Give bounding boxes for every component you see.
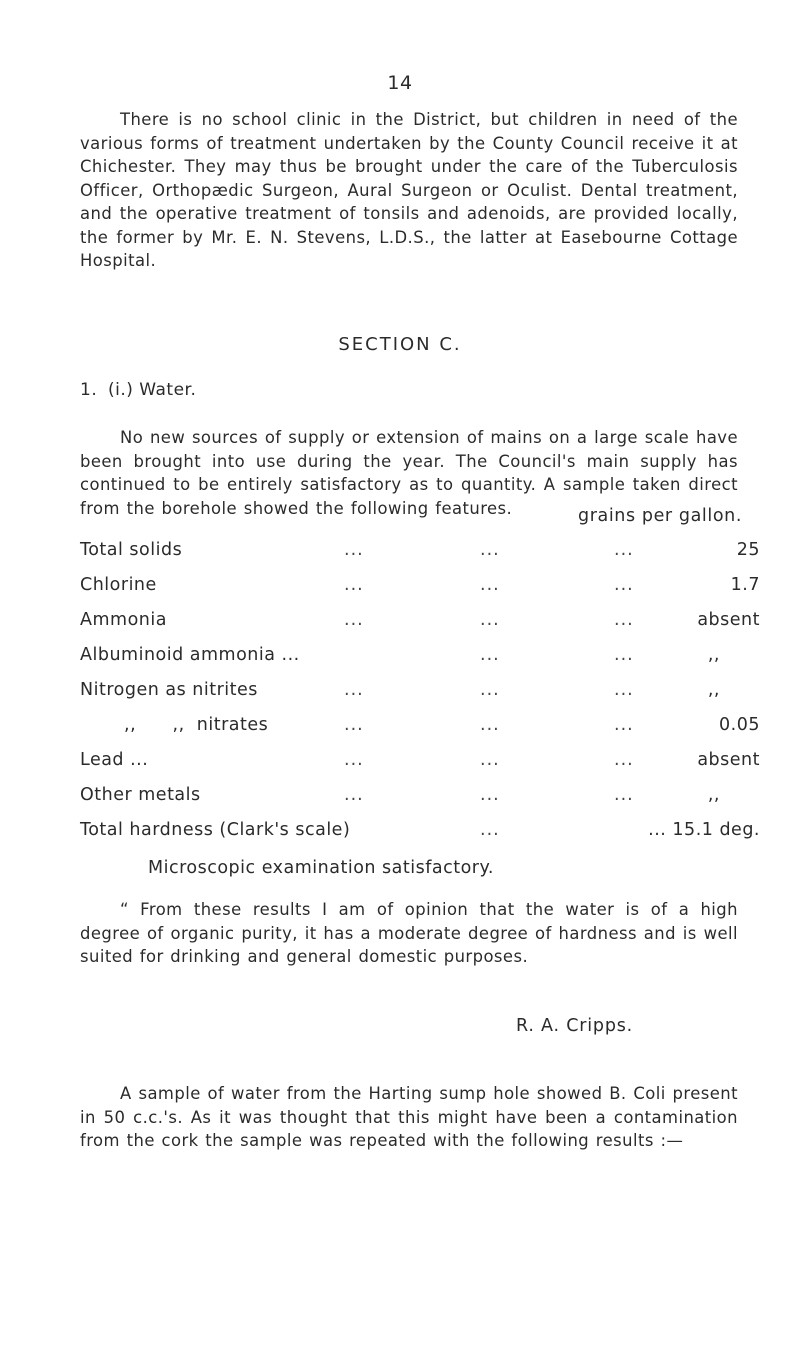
table-row	[80, 610, 760, 645]
table-row	[80, 785, 760, 820]
intro-paragraph: There is no school clinic in the District, but children in need of the various forms of treatment undertaken by the County Council receive it at Chichester. They may thus be brought under the care of the Tuberculosis Officer, Orthopædic Surgeon, Aural Surgeon or Oculist. Dental treatment, and the operative treatment of tonsils and adenoids, are provided locally, the former by Mr. E. N. Stevens, L.D.S., the latter at Easebourne Cottage Hospital.	[80, 110, 738, 270]
leader-dots: ...	[614, 610, 634, 630]
row-value: absent	[697, 750, 760, 770]
row-value: ,,	[707, 645, 720, 665]
analyst-signature: R. A. Cripps.	[516, 1016, 634, 1036]
leader-dots: ...	[614, 785, 634, 805]
table-row	[80, 575, 760, 610]
leader-dots: ...	[480, 750, 500, 770]
water-supply-paragraph: No new sources of supply or extension of mains on a large scale have been brought into use during the year. The Council's main supply has continued to be entirely satisfactory as to quantity. A sample taken direct from the borehole showed the following features.	[80, 428, 738, 518]
table-row	[80, 680, 760, 715]
table-row	[80, 540, 760, 575]
leader-dots: ...	[480, 540, 500, 560]
row-value: ... 15.1 deg.	[648, 820, 760, 840]
row-label: Other metals	[80, 785, 201, 805]
leader-dots: ...	[344, 540, 364, 560]
page-number: 14	[387, 72, 413, 94]
row-label: Total solids	[80, 540, 183, 560]
units-label: grains per gallon.	[578, 506, 743, 526]
table-row	[80, 820, 760, 855]
leader-dots: ...	[614, 575, 634, 595]
leader-dots: ...	[344, 610, 364, 630]
row-value: 25	[736, 540, 760, 560]
leader-dots: ...	[480, 575, 500, 595]
leader-dots: ...	[344, 575, 364, 595]
leader-dots: ...	[480, 715, 500, 735]
leader-dots: ...	[344, 715, 364, 735]
leader-dots: ...	[614, 750, 634, 770]
row-value: absent	[697, 610, 760, 630]
row-label: Ammonia	[80, 610, 167, 630]
row-value: ,,	[707, 785, 720, 805]
analyst-quote-paragraph: “ From these results I am of opinion that the water is of a high degree of organic purity, it has a moderate degree of hardness and is well suited for drinking and general domestic purposes.	[80, 900, 738, 966]
row-value: 0.05	[719, 715, 760, 735]
leader-dots: ...	[480, 785, 500, 805]
leader-dots: ...	[480, 820, 500, 840]
row-label: Total hardness (Clark's scale)	[80, 820, 351, 840]
row-label: Lead ...	[80, 750, 149, 770]
leader-dots: ...	[614, 540, 634, 560]
subsection-number: 1.	[80, 380, 98, 400]
leader-dots: ...	[614, 645, 634, 665]
row-label: Nitrogen as nitrites	[80, 680, 258, 700]
subsection-title: (i.) Water.	[108, 380, 197, 400]
row-value: ,,	[707, 680, 720, 700]
subsection-heading	[80, 380, 196, 400]
leader-dots: ...	[344, 680, 364, 700]
row-label: Albuminoid ammonia ...	[80, 645, 300, 665]
leader-dots: ...	[344, 750, 364, 770]
leader-dots: ...	[344, 785, 364, 805]
leader-dots: ...	[614, 715, 634, 735]
table-row	[80, 645, 760, 680]
leader-dots: ...	[614, 680, 634, 700]
section-heading: SECTION C.	[338, 334, 462, 355]
results-table	[80, 540, 760, 855]
leader-dots: ...	[480, 645, 500, 665]
leader-dots: ...	[480, 610, 500, 630]
sump-hole-paragraph: A sample of water from the Harting sump hole showed B. Coli present in 50 c.c.'s. As it was thought that this might have been a contamination from the cork the sample was repeated with the following results :—	[80, 1084, 738, 1150]
microscopic-note: Microscopic examination satisfactory.	[148, 858, 494, 878]
row-label: Chlorine	[80, 575, 157, 595]
table-row	[80, 715, 760, 750]
row-value: 1.7	[730, 575, 760, 595]
leader-dots: ...	[480, 680, 500, 700]
row-label: ,, ,, nitrates	[124, 715, 269, 735]
table-row	[80, 750, 760, 785]
